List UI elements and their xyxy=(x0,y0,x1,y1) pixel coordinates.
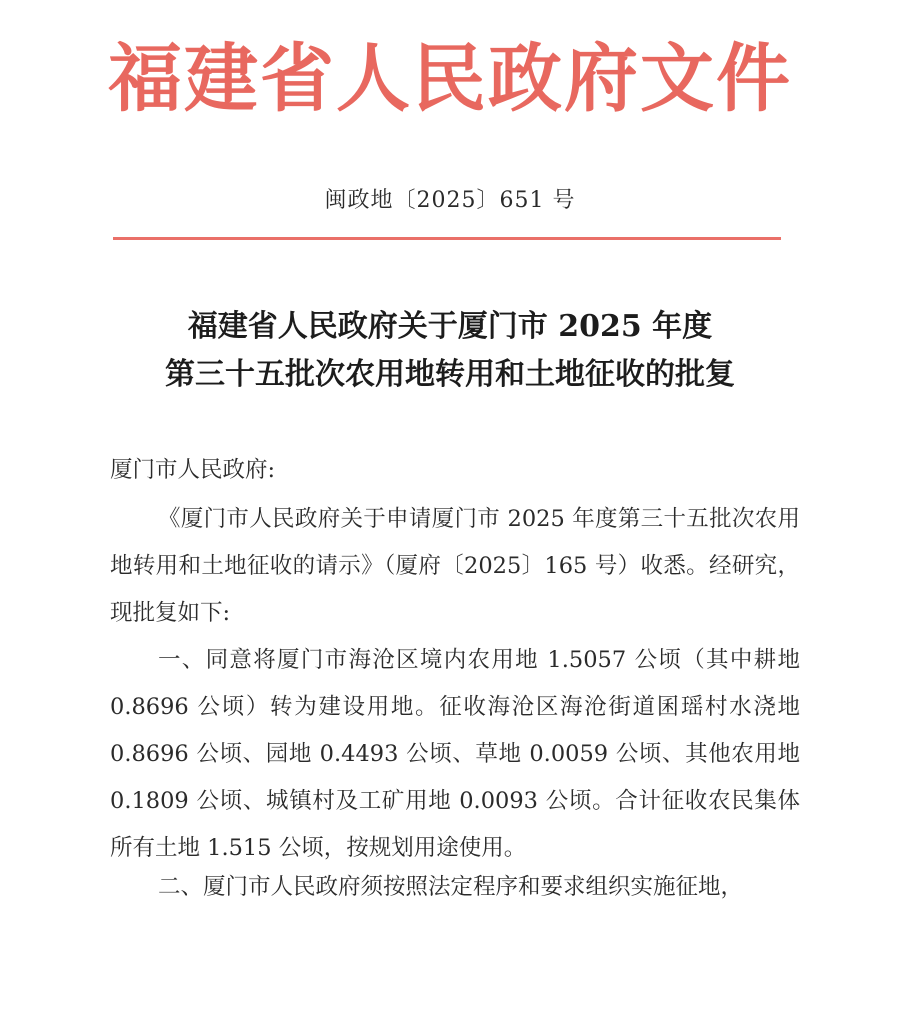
document-title-line-1: 福建省人民政府关于厦门市 2025 年度 xyxy=(187,309,713,344)
salutation: 厦门市人民政府: xyxy=(110,457,276,483)
paragraph-request-received: 《厦门市人民政府关于申请厦门市 2025 年度第三十五批次农用地转用和土地征收的请示》（厦府〔2025〕165 号）收悉。经研究，现批复如下: xyxy=(110,506,800,626)
document-title-line-2: 第三十五批次农用地转用和土地征收的批复 xyxy=(165,357,735,392)
paragraph-approval-item-1: 一、同意将厦门市海沧区境内农用地 1.5057 公顷（其中耕地 0.8696 公顷）转为建设用地。征收海沧区海沧街道囷瑶村水浇地 0.8696 公顷、园地 0.4493 公顷、草地 0.0059 公顷、其他农用地 0.1809 公顷、城镇村及工矿用地 0.0093 公顷。合计征收农民集体所有土地 1.515 公顷，按规划用途使用。 xyxy=(110,647,800,861)
red-divider-line xyxy=(113,237,781,240)
paragraph-approval-item-2: 二、厦门市人民政府须按照法定程序和要求组织实施征地， xyxy=(158,874,744,900)
document-header: 福建省人民政府文件 xyxy=(108,36,792,122)
document-number: 闽政地〔2025〕651 号 xyxy=(324,188,576,213)
